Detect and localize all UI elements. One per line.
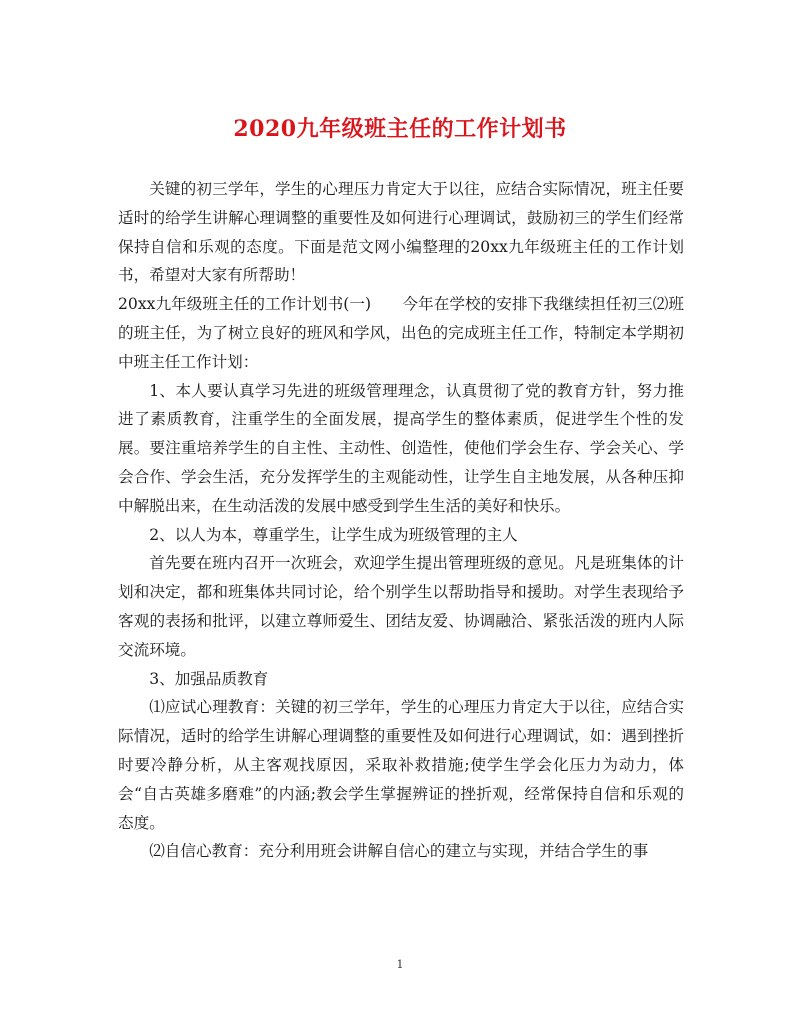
paragraph-item-2-body: 首先要在班内召开一次班会，欢迎学生提出管理班级的意见。凡是班集体的计划和决定，都和班集体共同讨论，给个别学生以帮助指导和援助。对学生表现给予客观的表扬和批评，以建立尊师爱生、团结友爱、协调融洽、紧张活泼的班内人际交流环境。 [118,554,684,659]
paragraph-item-3-2: ⑵自信心教育：充分利用班会讲解自信心的建立与实现，并结合学生的事 [149,842,649,861]
document-title: 2020九年级班主任的工作计划书 [233,116,567,142]
paragraph-intro: 关键的初三学年，学生的心理压力肯定大于以往，应结合实际情况，班主任要适时的给学生讲解心理调整的重要性及如何进行心理调试，鼓励初三的学生们经常保持自信和乐观的态度。下面是范文网小编整理的20xx九年级班主任的工作计划书，希望对大家有所帮助！ [118,180,684,285]
paragraph-item-3-1: ⑴应试心理教育：关键的初三学年，学生的心理压力肯定大于以往，应结合实际情况，适时的给学生讲解心理调整的重要性及如何进行心理调试，如：遇到挫折时要冷静分析，从主客观找原因，采取补救措施;使学生学会化压力为动力，体会“自古英雄多磨难”的内涵;教会学生掌握辨证的挫折观，经常保持自信和乐观的态度。 [118,698,684,832]
page-number: 1 [396,958,404,971]
paragraph-plan-heading: 20xx九年级班主任的工作计划书(一) 今年在学校的安排下我继续担任初三⑵班的班主任，为了树立良好的班风和学风，出色的完成班主任工作，特制定本学期初中班主任工作计划： [118,295,684,371]
paragraph-item-3-heading: 3、加强品质教育 [149,669,269,688]
paragraph-item-2-heading: 2、以人为本，尊重学生，让学生成为班级管理的主人 [149,525,518,544]
document-body [118,175,684,866]
paragraph-item-1: 1、本人要认真学习先进的班级管理理念，认真贯彻了党的教育方针，努力推进了素质教育，注重学生的全面发展，提高学生的整体素质，促进学生个性的发展。要注重培养学生的自主性、主动性、创造性，使他们学会生存、学会关心、学会合作、学会生活，充分发挥学生的主观能动性，让学生自主地发展，从各种压抑中解脱出来，在生动活泼的发展中感受到学生生活的美好和快乐。 [118,381,684,515]
